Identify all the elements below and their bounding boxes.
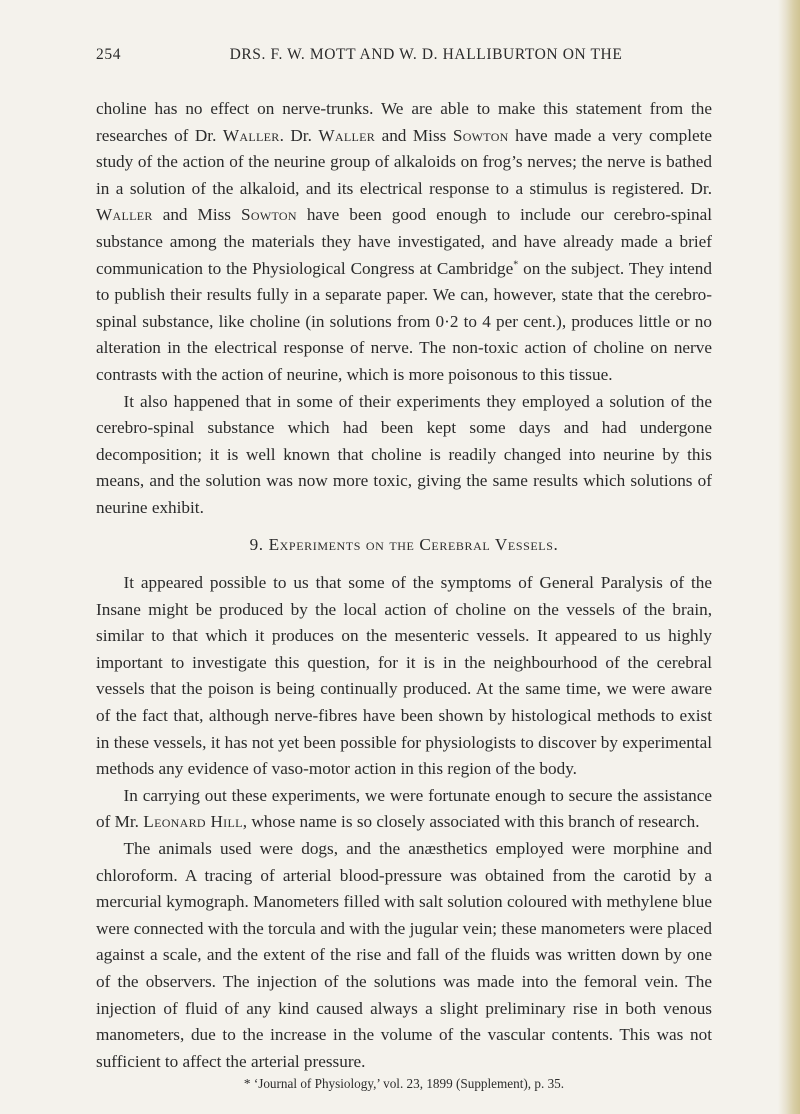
person-name: Sowton bbox=[241, 205, 297, 225]
text-run: choline has no effect on nerve-trunks. We are able to make this statement from the researches of Dr. bbox=[96, 99, 712, 145]
text-run: The animals used were dogs, and the anæsthetics employed were morphine and chloroform. A tracing of arterial blood-pressure was obtained from the carotid by a mercurial kymograph. Manometers filled with salt solution coloured with methylene blue were connected with the torcula and with the jugular vein; these manometers were placed against a scale, and the extent of the rise and fall of the fluids was written down by one of the observers. The injection of the solutions was made into the femoral vein. The injection of fluid of any kind caused always a slight preliminary rise in both venous manometers, due to the increase in the volume of the vascular contents. This was not sufficient to affect the arterial pressure. bbox=[96, 839, 712, 1071]
book-page bbox=[96, 46, 712, 1093]
text-run: It appeared possible to us that some of the symptoms of General Paralysis of the Insane might be produced by the local action of choline on the vessels of the brain, similar to that which it produces on the mesenteric vessels. It appeared to us highly important to investigate this question, for it is in the neighbourhood of the cerebral vessels that the poison is being continually produced. At the same time, we were aware of the fact that, although nerve-fibres have been shown by histological methods to exist in these vessels, it has not yet been possible for physiologists to discover by experimental methods any evidence of vaso-motor action in this region of the body. bbox=[96, 573, 712, 779]
running-title: DRS. F. W. MOTT AND W. D. HALLIBURTON ON THE bbox=[229, 46, 623, 63]
person-name: Leonard Hill bbox=[143, 812, 243, 832]
person-name: Waller bbox=[222, 125, 280, 145]
paragraph bbox=[96, 570, 712, 783]
text-run: In carrying out these experiments, we were fortunate enough to secure the assistance of Mr. bbox=[96, 785, 712, 832]
bottom-paragraphs bbox=[96, 570, 712, 1075]
text-run: and Miss bbox=[152, 205, 241, 225]
text-run: on the subject. They intend to publish their results fully in a separate paper. We can, however, state that the cerebro-spinal substance, like choline (in solutions from 0·2 to 4 per cent.), produces little or no alteration in the electrical response of nerve. The non-toxic action of choline on nerve contrasts with the action of neurine, which is more poisonous to this tissue. bbox=[96, 258, 712, 384]
page-number: 254 bbox=[96, 46, 122, 63]
person-name: Waller bbox=[318, 125, 376, 145]
text-run: and Miss bbox=[375, 125, 453, 145]
text-run: , whose name is so closely associated with this branch of research. bbox=[242, 812, 700, 832]
paragraph bbox=[96, 389, 712, 522]
page-edge-shadow bbox=[778, 0, 800, 1114]
person-name: Waller bbox=[96, 205, 153, 225]
paragraph bbox=[96, 783, 712, 836]
text-run: It also happened that in some of their experiments they employed a solution of the cerebro-spinal substance which had been kept some days and had undergone decomposition; it is well known that choline is readily changed into neurine by this means, and the solution was now more toxic, giving the same results which solutions of neurine exhibit. bbox=[96, 391, 712, 517]
text-run: have been good enough to include our cerebro-spinal substance among the materials they have investigated, and have already made a brief communication to the Physiological Congress at Cambridge bbox=[96, 205, 712, 278]
text-run: have made a very complete study of the action of the neurine group of alkaloids on frog’s nerves; the nerve is bathed in a solution of the alkaloid, and its electrical response to a stimulus is registered. Dr. bbox=[96, 125, 712, 198]
person-name: Sowton bbox=[452, 125, 509, 145]
running-header bbox=[96, 46, 712, 72]
text-run: . Dr. bbox=[279, 125, 319, 145]
footnote: * ‘Journal of Physiology,’ vol. 23, 1899 (Supplement), p. 35. bbox=[243, 1076, 565, 1092]
section-heading: 9. Experiments on the Cerebral Vessels. bbox=[249, 534, 559, 554]
paragraph bbox=[96, 836, 712, 1075]
paragraph bbox=[96, 96, 712, 389]
top-paragraphs bbox=[96, 96, 712, 522]
body-text bbox=[96, 96, 712, 1093]
footnote-marker: * bbox=[513, 258, 519, 270]
